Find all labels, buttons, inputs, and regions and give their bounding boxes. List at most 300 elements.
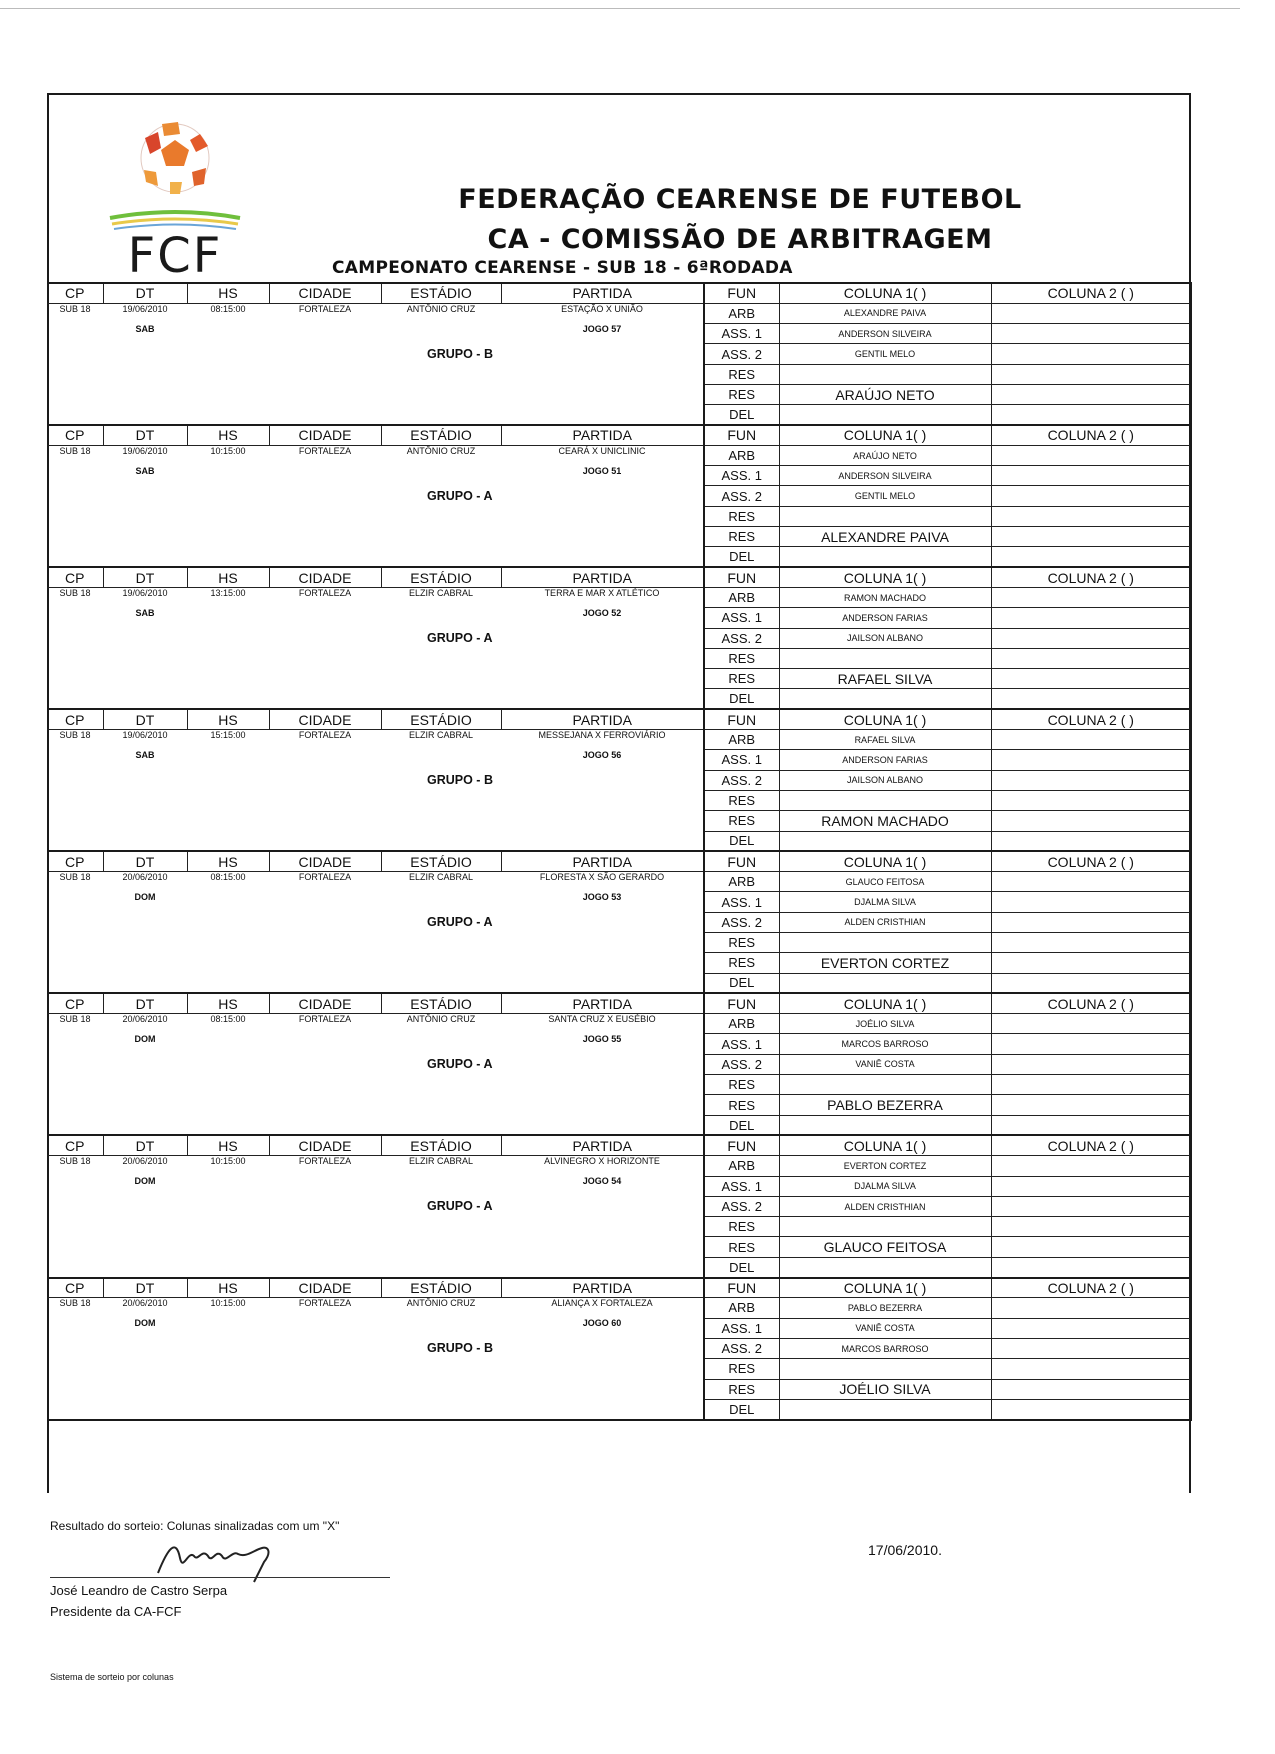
empty-cell (47, 628, 103, 648)
column2-cell (991, 1399, 1191, 1419)
empty-cell (47, 1196, 103, 1216)
column2-cell (991, 892, 1191, 912)
empty-cell (501, 1115, 704, 1135)
official-name-cell: ANDERSON FARIAS (779, 750, 991, 770)
empty-cell (501, 364, 704, 384)
official-name-cell: RAFAEL SILVA (779, 669, 991, 689)
empty-cell (501, 669, 704, 689)
empty-cell (501, 1095, 704, 1115)
function-cell: ASS. 2 (704, 1196, 779, 1216)
function-cell: ARB (704, 730, 779, 750)
column-header-hs: HS (187, 1135, 269, 1155)
column-header-partida: PARTIDA (501, 425, 704, 445)
time-cell: 08:15:00 (210, 303, 246, 314)
game-number: JOGO 54 (582, 1176, 622, 1187)
game-number-cell (501, 466, 704, 486)
signer-name: José Leandro de Castro Serpa (50, 1583, 228, 1598)
empty-cell (103, 1217, 187, 1237)
column-header-col1: COLUNA 1( ) (779, 425, 991, 445)
empty-cell (103, 364, 187, 384)
empty-cell (187, 811, 269, 831)
category-cell: SUB 18 (59, 445, 91, 456)
empty-cell (103, 689, 187, 709)
column-header-col2: COLUNA 2 ( ) (991, 1278, 1191, 1298)
empty-cell (47, 547, 103, 567)
official-row (47, 730, 1191, 750)
empty-cell (103, 506, 187, 526)
empty-cell (187, 1054, 269, 1074)
empty-cell (47, 527, 103, 547)
empty-cell (269, 547, 381, 567)
empty-cell (103, 1075, 187, 1095)
empty-cell (269, 770, 381, 790)
function-cell: ASS. 1 (704, 892, 779, 912)
section-header-row (47, 567, 1191, 587)
column-header-cidade: CIDADE (269, 283, 381, 303)
function-cell: RES (704, 384, 779, 404)
column2-cell (991, 730, 1191, 750)
column2-cell (991, 811, 1191, 831)
official-row (47, 1075, 1191, 1095)
stadium-cell: ELZIR CABRAL (408, 587, 474, 598)
empty-cell (47, 1075, 103, 1095)
official-row (47, 1359, 1191, 1379)
official-name-cell: DJALMA SILVA (779, 1176, 991, 1196)
official-name-cell (779, 790, 991, 810)
day-cell (103, 324, 187, 344)
official-name-cell: GLAUCO FEITOSA (779, 1237, 991, 1257)
empty-cell (269, 1379, 381, 1399)
match-cell: ALVINEGRO X HORIZONTE (501, 1156, 704, 1176)
game-number-cell (501, 324, 704, 344)
empty-cell (187, 1196, 269, 1216)
official-name-cell (779, 364, 991, 384)
function-cell: ASS. 1 (704, 324, 779, 344)
function-cell: ARB (704, 872, 779, 892)
official-row (47, 973, 1191, 993)
empty-cell (381, 933, 501, 953)
column2-cell (991, 933, 1191, 953)
column2-cell (991, 1237, 1191, 1257)
official-row (47, 1379, 1191, 1399)
time-cell: 08:15:00 (210, 1014, 246, 1025)
empty-cell (381, 1115, 501, 1135)
official-name-cell (779, 1217, 991, 1237)
stadium-cell: ELZIR CABRAL (408, 730, 474, 741)
column-header-fun: FUN (704, 425, 779, 445)
official-name-cell: RAMON MACHADO (779, 811, 991, 831)
empty-cell (47, 689, 103, 709)
empty-cell (381, 1379, 501, 1399)
empty-cell (47, 1115, 103, 1135)
empty-cell (103, 628, 187, 648)
day-cell (103, 750, 187, 770)
empty-cell (103, 669, 187, 689)
column-header-cp: CP (47, 851, 103, 871)
function-cell: RES (704, 1379, 779, 1399)
official-row (47, 628, 1191, 648)
official-name-cell: GLAUCO FEITOSA (779, 872, 991, 892)
column-header-fun: FUN (704, 851, 779, 871)
column2-cell (991, 486, 1191, 506)
empty-cell (103, 973, 187, 993)
empty-cell (381, 973, 501, 993)
column-header-hs: HS (187, 709, 269, 729)
column-header-col2: COLUNA 2 ( ) (991, 283, 1191, 303)
function-cell: RES (704, 953, 779, 973)
column2-cell (991, 1095, 1191, 1115)
game-number: JOGO 60 (582, 1318, 622, 1329)
category-cell: SUB 18 (59, 1298, 91, 1309)
empty-cell (381, 324, 501, 344)
empty-cell (269, 1399, 381, 1419)
empty-cell (47, 648, 103, 668)
column-header-hs: HS (187, 993, 269, 1013)
document-date: 17/06/2010. (868, 1542, 942, 1558)
column2-cell (991, 527, 1191, 547)
day-cell (103, 1176, 187, 1196)
empty-cell (501, 527, 704, 547)
column-header-dt: DT (103, 567, 187, 587)
column2-cell (991, 912, 1191, 932)
official-name-cell: MARCOS BARROSO (779, 1034, 991, 1054)
empty-cell (47, 973, 103, 993)
official-name-cell: PABLO BEZERRA (779, 1298, 991, 1318)
official-row (47, 587, 1191, 607)
empty-cell (47, 1257, 103, 1277)
function-cell: ASS. 2 (704, 912, 779, 932)
official-name-cell (779, 1399, 991, 1419)
empty-cell (103, 1115, 187, 1135)
empty-cell (501, 1217, 704, 1237)
official-name-cell: JOÉLIO SILVA (779, 1014, 991, 1034)
function-cell: RES (704, 1359, 779, 1379)
match-cell: FLORESTA X SÃO GERARDO (501, 872, 704, 892)
official-name-cell: JOÉLIO SILVA (779, 1379, 991, 1399)
official-row (47, 486, 1191, 506)
column2-cell (991, 547, 1191, 567)
group-label: GRUPO - B (427, 773, 493, 788)
column-header-cidade: CIDADE (269, 851, 381, 871)
stadium-cell: ANTÔNIO CRUZ (406, 303, 476, 314)
empty-cell (269, 1034, 381, 1054)
column-header-dt: DT (103, 425, 187, 445)
weekday: SAB (135, 465, 155, 476)
time-cell: 08:15:00 (210, 872, 246, 883)
function-cell: ARB (704, 1156, 779, 1176)
column2-cell (991, 1115, 1191, 1135)
official-row (47, 1034, 1191, 1054)
date-cell: 19/06/2010 (122, 587, 168, 598)
official-name-cell (779, 506, 991, 526)
empty-cell (187, 1318, 269, 1338)
column2-cell (991, 1338, 1191, 1358)
empty-cell (103, 648, 187, 668)
empty-cell (381, 1399, 501, 1419)
group-cell (381, 770, 704, 790)
column2-cell (991, 1034, 1191, 1054)
empty-cell (269, 1176, 381, 1196)
empty-cell (501, 1075, 704, 1095)
signer-role: Presidente da CA-FCF (50, 1604, 182, 1619)
column2-cell (991, 1014, 1191, 1034)
official-row (47, 547, 1191, 567)
result-note: Resultado do sorteio: Colunas sinalizadas com um "X" (50, 1519, 340, 1533)
day-cell (103, 466, 187, 486)
category-cell: SUB 18 (59, 303, 91, 314)
section-header-row (47, 425, 1191, 445)
empty-cell (269, 1338, 381, 1358)
scan-top-edge (0, 8, 1240, 9)
official-row (47, 364, 1191, 384)
official-row (47, 527, 1191, 547)
empty-cell (501, 831, 704, 851)
empty-cell (47, 953, 103, 973)
column2-cell (991, 872, 1191, 892)
category-cell: SUB 18 (59, 1014, 91, 1025)
column2-cell (991, 1318, 1191, 1338)
official-name-cell: MARCOS BARROSO (779, 1338, 991, 1358)
function-cell: ASS. 2 (704, 628, 779, 648)
column2-cell (991, 648, 1191, 668)
empty-cell (47, 364, 103, 384)
game-number: JOGO 51 (582, 465, 622, 476)
column2-cell (991, 1359, 1191, 1379)
official-row (47, 324, 1191, 344)
empty-cell (47, 669, 103, 689)
group-label: GRUPO - A (427, 1199, 493, 1214)
column-header-cp: CP (47, 1278, 103, 1298)
city-cell: FORTALEZA (298, 587, 352, 598)
header-titles (420, 180, 1060, 260)
official-row (47, 1237, 1191, 1257)
empty-cell (47, 1318, 103, 1338)
day-cell (103, 892, 187, 912)
empty-cell (187, 912, 269, 932)
function-cell: RES (704, 790, 779, 810)
empty-cell (187, 608, 269, 628)
official-row (47, 1298, 1191, 1318)
empty-cell (381, 608, 501, 628)
column-header-partida: PARTIDA (501, 283, 704, 303)
column-header-col1: COLUNA 1( ) (779, 851, 991, 871)
function-cell: ARB (704, 445, 779, 465)
column-header-cp: CP (47, 709, 103, 729)
empty-cell (381, 1237, 501, 1257)
empty-cell (47, 405, 103, 425)
empty-cell (103, 527, 187, 547)
empty-cell (381, 689, 501, 709)
empty-cell (47, 1176, 103, 1196)
official-row (47, 790, 1191, 810)
official-row (47, 1318, 1191, 1338)
empty-cell (47, 892, 103, 912)
official-row (47, 1257, 1191, 1277)
empty-cell (47, 831, 103, 851)
fcf-logo (100, 110, 250, 280)
empty-cell (501, 506, 704, 526)
column2-cell (991, 1298, 1191, 1318)
column-header-estadio: ESTÁDIO (381, 709, 501, 729)
category-cell: SUB 18 (59, 1156, 91, 1167)
column2-cell (991, 770, 1191, 790)
game-number: JOGO 53 (582, 891, 622, 902)
weekday: SAB (135, 323, 155, 334)
function-cell: RES (704, 506, 779, 526)
empty-cell (187, 770, 269, 790)
empty-cell (103, 1095, 187, 1115)
empty-cell (103, 831, 187, 851)
official-name-cell: ANDERSON SILVEIRA (779, 324, 991, 344)
empty-cell (187, 831, 269, 851)
empty-cell (103, 1359, 187, 1379)
function-cell: DEL (704, 1257, 779, 1277)
group-cell (381, 1054, 704, 1074)
column-header-estadio: ESTÁDIO (381, 425, 501, 445)
official-name-cell: ALDEN CRISTHIAN (779, 1196, 991, 1216)
empty-cell (381, 831, 501, 851)
match-cell: TERRA E MAR X ATLÉTICO (501, 587, 704, 607)
empty-cell (269, 1257, 381, 1277)
empty-cell (187, 973, 269, 993)
function-cell: ASS. 1 (704, 1176, 779, 1196)
empty-cell (269, 811, 381, 831)
column-header-hs: HS (187, 425, 269, 445)
city-cell: FORTALEZA (298, 872, 352, 883)
group-cell (381, 1338, 704, 1358)
logo-text: FCF (127, 228, 223, 280)
match-cell: SANTA CRUZ X EUSÉBIO (501, 1014, 704, 1034)
official-name-cell (779, 1075, 991, 1095)
group-label: GRUPO - A (427, 915, 493, 930)
section-header-row (47, 851, 1191, 871)
official-name-cell: DJALMA SILVA (779, 892, 991, 912)
official-row (47, 1014, 1191, 1034)
empty-cell (187, 1359, 269, 1379)
empty-cell (187, 344, 269, 364)
function-cell: DEL (704, 831, 779, 851)
column-header-hs: HS (187, 851, 269, 871)
empty-cell (47, 608, 103, 628)
empty-cell (269, 1196, 381, 1216)
weekday: DOM (134, 1318, 156, 1329)
game-number-cell (501, 1034, 704, 1054)
column-header-fun: FUN (704, 709, 779, 729)
empty-cell (103, 547, 187, 567)
time-cell: 10:15:00 (210, 1298, 246, 1309)
column-header-col1: COLUNA 1( ) (779, 1135, 991, 1155)
game-number-cell (501, 1318, 704, 1338)
official-row (47, 466, 1191, 486)
city-cell: FORTALEZA (298, 1298, 352, 1309)
empty-cell (269, 324, 381, 344)
column-header-estadio: ESTÁDIO (381, 567, 501, 587)
game-number-cell (501, 608, 704, 628)
empty-cell (47, 1034, 103, 1054)
official-row (47, 770, 1191, 790)
official-name-cell: EVERTON CORTEZ (779, 953, 991, 973)
column2-cell (991, 1075, 1191, 1095)
column2-cell (991, 669, 1191, 689)
game-number-cell (501, 750, 704, 770)
column-header-dt: DT (103, 993, 187, 1013)
function-cell: ASS. 1 (704, 750, 779, 770)
column-header-cp: CP (47, 567, 103, 587)
official-row (47, 608, 1191, 628)
weekday: SAB (135, 749, 155, 760)
date-cell: 19/06/2010 (122, 730, 168, 741)
column-header-estadio: ESTÁDIO (381, 851, 501, 871)
column-header-estadio: ESTÁDIO (381, 1135, 501, 1155)
empty-cell (187, 892, 269, 912)
official-row (47, 811, 1191, 831)
official-row (47, 669, 1191, 689)
column2-cell (991, 790, 1191, 810)
column-header-hs: HS (187, 283, 269, 303)
function-cell: ASS. 2 (704, 486, 779, 506)
official-name-cell: ALEXANDRE PAIVA (779, 303, 991, 323)
column-header-estadio: ESTÁDIO (381, 283, 501, 303)
official-name-cell: RAFAEL SILVA (779, 730, 991, 750)
empty-cell (187, 1176, 269, 1196)
official-row (47, 1176, 1191, 1196)
official-name-cell (779, 648, 991, 668)
empty-cell (269, 1217, 381, 1237)
empty-cell (47, 1237, 103, 1257)
column-header-estadio: ESTÁDIO (381, 1278, 501, 1298)
category-cell: SUB 18 (59, 587, 91, 598)
empty-cell (187, 1034, 269, 1054)
column2-cell (991, 1196, 1191, 1216)
stadium-cell: ANTÔNIO CRUZ (406, 1298, 476, 1309)
city-cell: FORTALEZA (298, 445, 352, 456)
game-number: JOGO 52 (582, 607, 622, 618)
weekday: SAB (135, 607, 155, 618)
empty-cell (501, 1257, 704, 1277)
empty-cell (381, 790, 501, 810)
empty-cell (187, 1257, 269, 1277)
empty-cell (103, 384, 187, 404)
column2-cell (991, 831, 1191, 851)
group-label: GRUPO - A (427, 1057, 493, 1072)
column2-cell (991, 405, 1191, 425)
empty-cell (501, 1359, 704, 1379)
empty-cell (381, 648, 501, 668)
empty-cell (47, 466, 103, 486)
empty-cell (269, 1054, 381, 1074)
empty-cell (269, 933, 381, 953)
empty-cell (501, 811, 704, 831)
empty-cell (381, 547, 501, 567)
column2-cell (991, 1217, 1191, 1237)
game-number: JOGO 56 (582, 749, 622, 760)
empty-cell (381, 1176, 501, 1196)
empty-cell (269, 405, 381, 425)
group-cell (381, 1196, 704, 1216)
official-name-cell: JAILSON ALBANO (779, 628, 991, 648)
column-header-partida: PARTIDA (501, 1278, 704, 1298)
column-header-partida: PARTIDA (501, 1135, 704, 1155)
match-cell: ALIANÇA X FORTALEZA (501, 1298, 704, 1318)
column-header-col1: COLUNA 1( ) (779, 993, 991, 1013)
empty-cell (187, 527, 269, 547)
empty-cell (501, 1379, 704, 1399)
empty-cell (381, 811, 501, 831)
empty-cell (269, 689, 381, 709)
official-row (47, 648, 1191, 668)
empty-cell (269, 790, 381, 810)
system-note: Sistema de sorteio por colunas (50, 1672, 174, 1682)
